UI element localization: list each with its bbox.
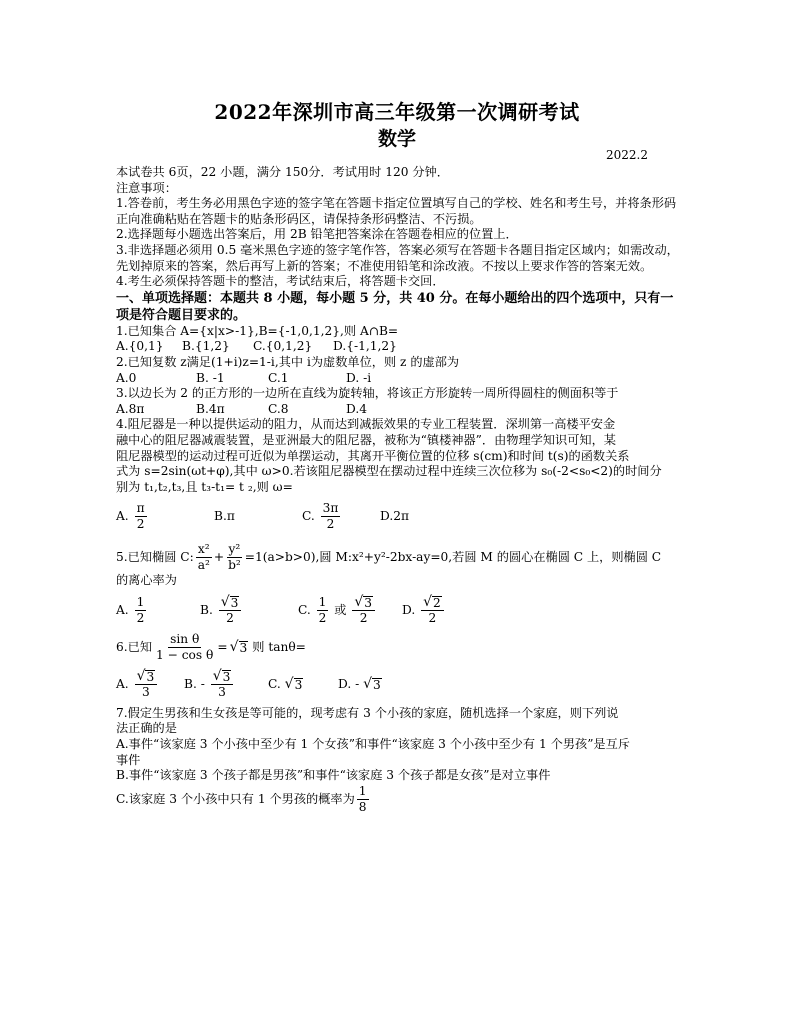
q7-option-c — [116, 784, 682, 815]
q4-option-c — [302, 501, 380, 532]
exam-subject: 数学 — [377, 128, 416, 150]
q6-option-a — [116, 669, 184, 700]
fraction-denominator: b² — [228, 558, 241, 573]
q2-option-d: D. -i — [346, 370, 372, 385]
notice-heading: 注意事项： — [116, 180, 177, 195]
exam-content — [116, 165, 682, 815]
q3-option-d: D.4 — [346, 401, 367, 416]
q6-prefix: 6.已知 — [116, 639, 153, 654]
fraction-denominator: 3 — [218, 684, 226, 699]
question-3-stem: 3.以边长为 2 的正方形的一边所在直线为旋转轴，将该正方形旋转一周所得圆柱的侧面积等于 — [116, 386, 619, 401]
fraction-numerator: 1 — [318, 594, 327, 609]
q4-option-a — [116, 501, 214, 532]
fraction-denominator: 3 — [142, 684, 150, 699]
q6-option-a-fraction — [135, 669, 158, 700]
q4-option-c-letter: C. — [302, 509, 315, 524]
question-2-stem: 2.已知复数 z满足(1+i)z=1-i,其中 i为虚数单位，则 z 的虚部为 — [116, 354, 460, 369]
question-4-options — [116, 501, 682, 532]
q5-option-b-fraction — [219, 595, 242, 626]
q5-option-d — [402, 595, 446, 626]
fraction-denominator: 2 — [136, 517, 145, 532]
q2-option-b: B. -1 — [196, 370, 225, 385]
q6-option-b-letter: B. - — [184, 676, 205, 691]
question-2-options — [116, 371, 682, 387]
fraction-denominator: 2 — [318, 610, 327, 625]
q6-option-c — [268, 677, 338, 693]
q4-option-a-letter: A. — [116, 509, 129, 524]
q4-option-a-fraction — [135, 501, 147, 532]
fraction-numerator — [219, 595, 242, 611]
q6-option-a-letter: A. — [116, 676, 129, 691]
sqrt-symbol: √ 3 — [284, 675, 303, 692]
q1-option-b: B.{1,2} — [182, 339, 230, 354]
q7-option-b: B.事件“该家庭 3 个孩子都是男孩”和事件“该家庭 3 个孩子都是女孩”是对立事件 — [116, 768, 551, 783]
q6-suffix: 则 tanθ= — [252, 639, 306, 654]
sqrt-symbol: √ 3 — [354, 593, 373, 610]
question-7-line-2: 法正确的是 — [116, 721, 177, 736]
fraction-numerator: y² — [228, 542, 241, 557]
question-5-line-2: 的离心率为 — [116, 573, 177, 588]
q5-option-a-letter: A. — [116, 602, 129, 617]
q3-option-c: C.8 — [268, 401, 289, 416]
notice-item-3: 3.非选择题必须用 0.5 毫米黑色字迹的签字笔作答，答案必须写在答题卡各题目指定区域内；如需改动，先划掉原来的答案，然后再写上新的答案；不准使用铅笔和涂改液。不按以上要求作答的答案无效。 — [116, 242, 679, 273]
q6-option-d-letter: D. - — [338, 676, 360, 691]
question-4-line-2: 融中心的阻尼器减震装置，是亚洲最大的阻尼器，被称为“镇楼神器”．由物理学知识可知，某 — [116, 432, 616, 447]
q1-option-d: D.{-1,1,2} — [333, 339, 397, 354]
q5-option-c-fraction-2 — [352, 595, 375, 626]
fraction-numerator: 1 — [358, 783, 367, 798]
q6-option-d — [338, 677, 382, 693]
q6-option-b — [184, 669, 268, 700]
q1-option-c: C.{0,1,2} — [253, 339, 313, 354]
exam-title: 2022年深圳市高三年级第一次调研考试 — [214, 100, 580, 124]
fraction-numerator: x² — [197, 542, 210, 557]
fraction-numerator: 1 — [136, 594, 145, 609]
fraction-numerator: 3π — [322, 501, 339, 516]
q4-option-d: D.2π — [380, 508, 409, 523]
intro-text: 本试卷共 6页，22 小题，满分 150分．考试用时 120 分钟． — [116, 165, 449, 179]
q2-option-c: C.1 — [268, 370, 289, 385]
question-6-options — [116, 669, 682, 700]
q6-fraction — [154, 632, 215, 663]
sqrt-symbol: √ 3 — [220, 593, 239, 610]
q5-option-b-letter: B. — [200, 602, 213, 617]
q7-option-c-text: C.该家庭 3 个小孩中只有 1 个男孩的概率为 — [116, 791, 355, 806]
exam-date: 2022.2 — [606, 148, 648, 162]
sqrt-symbol: √ 3 — [229, 638, 248, 655]
or-word: 或 — [334, 602, 347, 617]
sqrt-symbol: √ 3 — [212, 667, 231, 684]
question-7-line-1: 7.假定生男孩和生女孩是等可能的，现考虑有 3 个小孩的家庭，随机选择一个家庭，则下列说 — [116, 705, 619, 720]
q7-option-a-line-2: 事件 — [116, 752, 141, 767]
fraction-denominator: 1 − cos θ — [156, 647, 214, 662]
question-1-stem: 1.已知集合 A={x|x>-1},B={-1,0,1,2},则 A∩B= — [116, 323, 399, 338]
q3-option-b: B.4π — [196, 401, 225, 416]
plus-sign: + — [213, 549, 225, 564]
q2-option-a: A.0 — [116, 370, 137, 385]
notice-item-4: 4.考生必须保持答题卡的整洁，考试结束后，将答题卡交回． — [116, 274, 445, 289]
q5-option-c-letter: C. — [298, 602, 311, 617]
fraction-numerator — [135, 669, 158, 685]
sqrt-symbol: √ 3 — [363, 675, 381, 692]
q6-option-b-fraction — [211, 669, 234, 700]
fraction-denominator: 2 — [136, 610, 145, 625]
q7-option-c-fraction — [357, 784, 369, 815]
q5-frac-x — [196, 542, 212, 573]
question-1-options — [116, 339, 682, 355]
question-3-options — [116, 402, 682, 418]
fraction-denominator: 8 — [358, 799, 367, 814]
question-4-line-4: 式为 s=2sin(ωt+φ),其中 ω>0.若该阻尼器模型在摆动过程中连续三次位移为 s₀(-2<s₀<2)的时间分 — [116, 464, 662, 479]
equals-sign: = — [217, 639, 228, 654]
q4-option-c-fraction — [321, 501, 341, 532]
q5-option-a — [116, 595, 200, 626]
section-heading: 一、单项选择题：本题共 8 小题，每小题 5 分，共 40 分。在每小题给出的四个选项中，只有一项是符合题目要求的。 — [116, 290, 674, 323]
question-4-line-1: 4.阻尼器是一种以提供运动的阻力，从而达到减振效果的专业工程装置．深圳第一高楼平安金 — [116, 417, 616, 432]
q7-option-a-line-1: A.事件“该家庭 3 个小孩中至少有 1 个女孩”和事件“该家庭 3 个小孩中至少有 1 个男孩”是互斥 — [116, 737, 630, 752]
sqrt-symbol: √ 3 — [136, 667, 155, 684]
notice-item-1: 1.答卷前，考生务必用黑色字迹的签字笔在答题卡指定位置填写自己的学校、姓名和考生号，并将条形码正向准确粘贴在答题卡的贴条形码区，请保持条形码整洁、不污损。 — [116, 196, 677, 226]
q5-option-b — [200, 595, 298, 626]
q5-option-a-fraction — [135, 595, 147, 626]
fraction-denominator: 2 — [428, 610, 437, 625]
fraction-numerator — [211, 669, 234, 685]
fraction-denominator: 2 — [226, 610, 234, 625]
question-6-stem — [116, 632, 682, 663]
fraction-denominator: 2 — [326, 517, 335, 532]
q5-option-d-letter: D. — [402, 602, 416, 617]
fraction-numerator: sin θ — [170, 631, 200, 646]
q4-option-b: B.π — [214, 508, 235, 523]
q5-option-c — [298, 595, 402, 626]
notice-item-2: 2.选择题每小题选出答案后，用 2B 铅笔把答案涂在答题卷相应的位置上． — [116, 227, 518, 242]
q5-option-d-fraction — [421, 595, 444, 626]
q6-option-c-letter: C. — [268, 676, 281, 691]
question-4-line-3: 阻尼器模型的运动过程可近似为单摆运动，其离开平衡位置的位移 s(cm)和时间 t(s)的函数关系 — [116, 448, 630, 463]
sqrt-symbol: √ 2 — [423, 593, 441, 610]
q5-prefix: 5.已知椭圆 C: — [116, 549, 194, 564]
fraction-numerator: π — [136, 501, 145, 516]
q5-rest: =1(a>b>0),圆 M:x²+y²-2bx-ay=0,若圆 M 的圆心在椭圆 C 上，则椭圆 C — [244, 549, 662, 564]
fraction-numerator — [352, 595, 375, 611]
question-5-options — [116, 595, 682, 626]
question-4-line-5: 别为 t₁,t₂,t₃,且 t₃-t₁= t ₂,则 ω= — [116, 479, 293, 494]
fraction-denominator: a² — [197, 558, 210, 573]
question-5-stem — [116, 542, 682, 573]
fraction-numerator — [421, 595, 444, 611]
q5-frac-y — [226, 542, 243, 573]
fraction-denominator: 2 — [359, 610, 368, 625]
q1-option-a: A.{0,1} — [116, 339, 164, 354]
q3-option-a: A.8π — [116, 401, 145, 416]
q5-option-c-fraction-1 — [317, 595, 329, 626]
